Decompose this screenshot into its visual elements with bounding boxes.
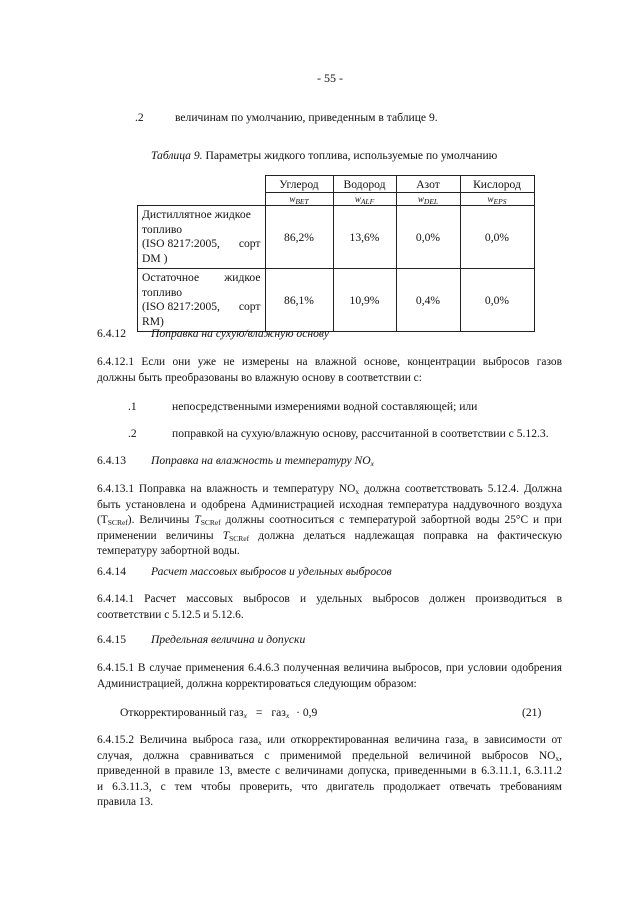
section-title: Поправка на влажность и температуру $NO_x$ xyxy=(151,454,374,468)
paragraph-6-4-12-1: 6.4.12.1 Если они уже не измерены на влажной основе, концентрации выбросов газов должны быть преобразованы во влажную основу в соответствии с: xyxy=(97,356,562,384)
table-header-cell: Азот xyxy=(396,176,460,193)
list-number: .2 xyxy=(128,427,137,440)
paragraph-6-4-15-2: 6.4.15.2 Величина выброса газа$_x$ или откорректированная величина газа$_x$ в зависимости от случая, должна сравниваться с применимой предельной величиной выбросов $NO_x$, приведенной в правиле 13, вместе с величинами допуска, приведенными в 6.3.11.1, 6.3.11.2 и 6.3.11.3, с тем чтобы проверить, что двигатель продолжает отвечать требованиям правила 13. xyxy=(97,734,562,809)
section-number: 6.4.13 xyxy=(97,454,126,467)
table-row xyxy=(138,269,535,332)
table-cell: 86,2% xyxy=(265,206,333,269)
table-corner xyxy=(138,176,266,206)
fuel-parameters-table xyxy=(137,175,535,332)
page-number: - 55 - xyxy=(317,71,343,85)
formula: Откорректированный газ$_x$ = газ$_x$ · 0,9 xyxy=(120,706,318,720)
table-symbol-cell: $w_{DEL}$ xyxy=(396,193,460,206)
table-caption-label: Таблица 9. xyxy=(151,149,203,162)
section-number: 6.4.15 xyxy=(97,633,126,646)
section-title: Расчет массовых выбросов и удельных выбросов xyxy=(151,565,392,578)
table-cell: 0,0% xyxy=(460,269,534,332)
list-text: поправкой на сухую/влажную основу, рассчитанной в соответствии с 5.12.3. xyxy=(172,427,549,440)
table-header-cell: Водород xyxy=(333,176,396,193)
table-symbol-cell: $w_{EPS}$ xyxy=(460,193,534,206)
table-row xyxy=(138,206,535,269)
table-cell: 0,0% xyxy=(460,206,534,269)
table-caption-text: Параметры жидкого топлива, используемые по умолчанию xyxy=(205,149,498,162)
table-cell: 13,6% xyxy=(333,206,396,269)
section-title: Предельная величина и допуски xyxy=(151,633,306,646)
table-cell: 86,1% xyxy=(265,269,333,332)
list-text: величинам по умолчанию, приведенным в таблице 9. xyxy=(175,111,438,124)
table-cell: 0,4% xyxy=(396,269,460,332)
table-cell: 0,0% xyxy=(396,206,460,269)
table-caption xyxy=(151,149,497,162)
paragraph-6-4-13-1: 6.4.13.1 Поправка на влажность и температуру $NO_x$ должна соответствовать 5.12.4. Должна быть установлена и одобрена Администрацией исходная температура наддувочного воздуха $(T_{SCRef})$. Величины $T_{SCRef}$ должны соотноситься с температурой забортной воды 25°C и при применении величины $T_{SCRef}$ должна делаться надлежащая поправка на фактическую температуру забортной воды. xyxy=(97,483,562,558)
paragraph-6-4-15-1: 6.4.15.1 В случае применения 6.4.6.3 полученная величина выбросов, при условии одобрения Администрацией, должна корректироваться следующим образом: xyxy=(97,662,562,690)
list-number: .1 xyxy=(128,400,137,413)
list-text: непосредственными измерениями водной составляющей; или xyxy=(172,400,478,413)
formula-number: (21) xyxy=(522,706,542,719)
table-header-cell: Углерод xyxy=(265,176,333,193)
table-cell: 10,9% xyxy=(333,269,396,332)
list-number: .2 xyxy=(135,111,144,124)
table-symbol-cell: $w_{BET}$ xyxy=(265,193,333,206)
table-row-label: Дистиллятное жидкое топливо (ISO 8217:2005, сорт DM ) xyxy=(138,206,266,269)
section-title: Поправка на сухую/влажную основу xyxy=(151,327,330,340)
section-number: 6.4.12 xyxy=(97,327,126,340)
table-header-cell: Кислород xyxy=(460,176,534,193)
section-number: 6.4.14 xyxy=(97,565,126,578)
table-symbol-cell: $w_{ALF}$ xyxy=(333,193,396,206)
paragraph-6-4-14-1: 6.4.14.1 Расчет массовых выбросов и удельных выбросов должен производиться в соответствии с 5.12.5 и 5.12.6. xyxy=(97,593,562,621)
table-row-label: Остаточное жидкое топливо (ISO 8217:2005, сорт RM) xyxy=(138,269,266,332)
